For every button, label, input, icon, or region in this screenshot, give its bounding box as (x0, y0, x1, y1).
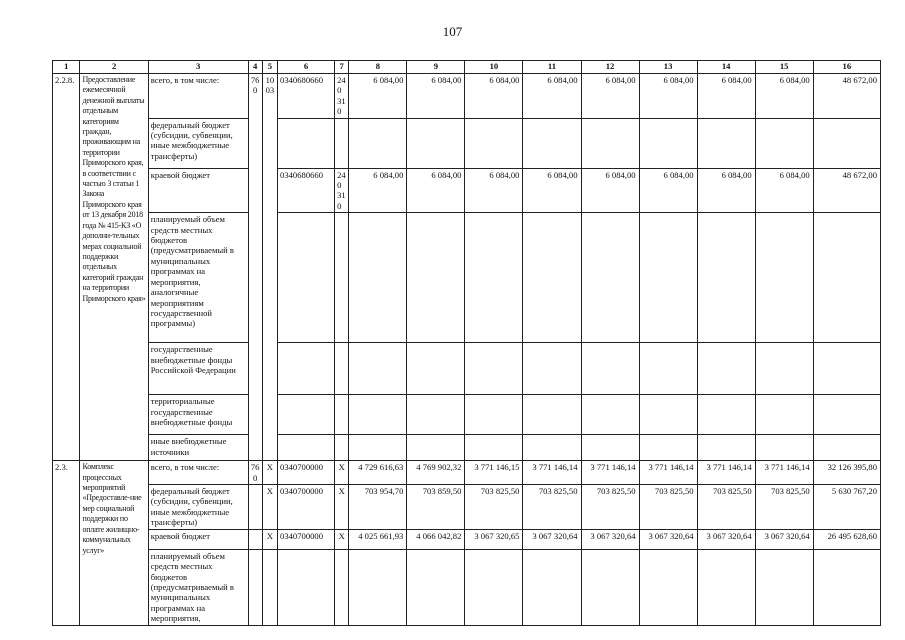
value-cell (523, 435, 581, 461)
value-cell: 3 771 146,14 (581, 461, 639, 485)
header-cell: 7 (335, 61, 349, 74)
value-cell (755, 343, 813, 395)
value-cell: 703 954,70 (349, 485, 407, 530)
item-title: Предоставление ежемесячной денежной выплаты отдельным категориям граждан, проживающим на территории Приморского края, в соответствии с частью 3 статьи 1 Закона Приморского края от 13 декабря 2018 года № 415-КЗ «О дополни-тельных мерах социальной поддержки отдельных категорий граждан на территории Приморского края» (80, 74, 148, 461)
value-cell (755, 395, 813, 435)
value-cell: 6 084,00 (581, 74, 639, 119)
value-cell: 6 084,00 (407, 168, 465, 213)
header-cell: 11 (523, 61, 581, 74)
value-cell: 703 825,50 (523, 485, 581, 530)
funding-source: государственные внебюджетные фонды Российской Федерации (148, 343, 248, 395)
value-cell (349, 395, 407, 435)
cell-col7 (335, 118, 349, 168)
value-cell (755, 213, 813, 343)
cell-col7 (335, 213, 349, 343)
value-cell (523, 549, 581, 625)
value-cell (407, 549, 465, 625)
table-row (53, 485, 881, 530)
value-cell (465, 118, 523, 168)
cell-col6: 0340700000 (278, 461, 335, 485)
cell-col7: X (335, 529, 349, 549)
total-cell (813, 549, 880, 625)
cell-col6 (278, 213, 335, 343)
table-row (53, 529, 881, 549)
table-row (53, 74, 881, 119)
total-cell (813, 213, 880, 343)
value-cell: 3 067 320,64 (523, 529, 581, 549)
cell-col6 (278, 118, 335, 168)
total-cell (813, 395, 880, 435)
value-cell: 6 084,00 (581, 168, 639, 213)
cell-col7 (335, 549, 349, 625)
value-cell: 3 771 146,15 (465, 461, 523, 485)
cell-col4: 760 (248, 461, 262, 485)
value-cell: 703 825,50 (465, 485, 523, 530)
value-cell (349, 213, 407, 343)
value-cell (349, 435, 407, 461)
total-cell: 32 126 395,80 (813, 461, 880, 485)
cell-col6: 0340680660 (278, 168, 335, 213)
table-row (53, 461, 881, 485)
total-cell (813, 435, 880, 461)
total-cell: 5 630 767,20 (813, 485, 880, 530)
header-cell: 13 (639, 61, 697, 74)
table-row (53, 435, 881, 461)
value-cell (581, 435, 639, 461)
value-cell: 3 771 146,14 (523, 461, 581, 485)
total-cell (813, 343, 880, 395)
header-cell: 12 (581, 61, 639, 74)
value-cell: 703 825,50 (639, 485, 697, 530)
value-cell (639, 118, 697, 168)
value-cell: 3 771 146,14 (697, 461, 755, 485)
header-cell: 10 (465, 61, 523, 74)
value-cell (407, 118, 465, 168)
value-cell (639, 213, 697, 343)
value-cell: 703 825,50 (755, 485, 813, 530)
value-cell (697, 435, 755, 461)
cell-col4 (248, 529, 262, 549)
value-cell: 4 066 042,82 (407, 529, 465, 549)
value-cell: 703 825,50 (581, 485, 639, 530)
table-row (53, 549, 881, 625)
funding-source: краевой бюджет (148, 529, 248, 549)
value-cell: 3 067 320,65 (465, 529, 523, 549)
header-cell: 4 (248, 61, 262, 74)
cell-col7 (335, 435, 349, 461)
funding-source: всего, в том числе: (148, 74, 248, 119)
value-cell: 6 084,00 (755, 168, 813, 213)
cell-col4 (248, 485, 262, 530)
funding-source: планируемый объем средств местных бюджетов (предусматриваемый в муниципальных программах на мероприятия, аналогичные мероприятиям государственной программы) (148, 213, 248, 343)
value-cell (755, 435, 813, 461)
cell-col5: X (262, 529, 277, 549)
cell-col4: 760 (248, 74, 262, 461)
cell-col5: 1003 (262, 74, 277, 461)
value-cell: 4 729 616,63 (349, 461, 407, 485)
cell-col6 (278, 549, 335, 625)
value-cell (639, 395, 697, 435)
cell-col7: X (335, 485, 349, 530)
value-cell (581, 213, 639, 343)
funding-source: планируемый объем средств местных бюджетов (предусматриваемый в муниципальных программах на мероприятия, (148, 549, 248, 625)
value-cell (465, 213, 523, 343)
value-cell (407, 395, 465, 435)
header-cell: 15 (755, 61, 813, 74)
cell-col6: 0340680660 (278, 74, 335, 119)
value-cell (581, 549, 639, 625)
header-cell: 2 (80, 61, 148, 74)
value-cell (639, 549, 697, 625)
value-cell: 4 025 661,93 (349, 529, 407, 549)
total-cell: 48 672,00 (813, 74, 880, 119)
value-cell: 3 771 146,14 (755, 461, 813, 485)
value-cell: 6 084,00 (523, 74, 581, 119)
value-cell: 3 067 320,64 (581, 529, 639, 549)
value-cell (407, 435, 465, 461)
value-cell: 3 067 320,64 (639, 529, 697, 549)
funding-source: иные внебюджетные источники (148, 435, 248, 461)
header-row (53, 61, 881, 74)
total-cell: 26 495 628,60 (813, 529, 880, 549)
value-cell (349, 118, 407, 168)
value-cell (523, 343, 581, 395)
item-code: 2.3. (53, 461, 80, 625)
cell-col7: 240 310 (335, 74, 349, 119)
value-cell: 4 769 902,32 (407, 461, 465, 485)
value-cell (581, 343, 639, 395)
value-cell (465, 435, 523, 461)
cell-col5 (262, 549, 277, 625)
funding-source: всего, в том числе: (148, 461, 248, 485)
value-cell: 6 084,00 (697, 168, 755, 213)
value-cell (639, 435, 697, 461)
value-cell (581, 118, 639, 168)
value-cell: 6 084,00 (523, 168, 581, 213)
value-cell: 6 084,00 (755, 74, 813, 119)
value-cell: 6 084,00 (349, 168, 407, 213)
cell-col5: X (262, 485, 277, 530)
cell-col7: 240 310 (335, 168, 349, 213)
table-row (53, 118, 881, 168)
value-cell: 3 771 146,14 (639, 461, 697, 485)
value-cell (697, 343, 755, 395)
cell-col6 (278, 435, 335, 461)
value-cell (407, 213, 465, 343)
cell-col4 (248, 549, 262, 625)
header-cell: 14 (697, 61, 755, 74)
cell-col7: X (335, 461, 349, 485)
value-cell (581, 395, 639, 435)
cell-col7 (335, 343, 349, 395)
budget-table (52, 60, 881, 626)
value-cell: 6 084,00 (697, 74, 755, 119)
value-cell (755, 549, 813, 625)
value-cell (697, 213, 755, 343)
funding-source: территориальные государственные внебюджетные фонды (148, 395, 248, 435)
value-cell (349, 343, 407, 395)
value-cell: 3 067 320,64 (755, 529, 813, 549)
header-cell: 8 (349, 61, 407, 74)
value-cell: 6 084,00 (465, 74, 523, 119)
table-row (53, 213, 881, 343)
cell-col5: X (262, 461, 277, 485)
header-cell: 16 (813, 61, 880, 74)
value-cell (523, 213, 581, 343)
value-cell (639, 343, 697, 395)
table-row (53, 395, 881, 435)
item-code: 2.2.8. (53, 74, 80, 461)
funding-source: федеральный бюджет (субсидии, субвенции, иные межбюджетные трансферты) (148, 485, 248, 530)
value-cell (697, 395, 755, 435)
value-cell: 6 084,00 (407, 74, 465, 119)
value-cell (697, 118, 755, 168)
total-cell: 48 672,00 (813, 168, 880, 213)
value-cell: 6 084,00 (639, 74, 697, 119)
value-cell (407, 343, 465, 395)
page-number: 107 (442, 24, 463, 39)
value-cell (523, 118, 581, 168)
value-cell (349, 549, 407, 625)
value-cell (755, 118, 813, 168)
header-cell: 1 (53, 61, 80, 74)
value-cell: 6 084,00 (465, 168, 523, 213)
funding-source: федеральный бюджет (субсидии, субвенции, иные межбюджетные трансферты) (148, 118, 248, 168)
value-cell (465, 549, 523, 625)
header-cell: 6 (278, 61, 335, 74)
table-row (53, 168, 881, 213)
header-cell: 5 (262, 61, 277, 74)
value-cell: 703 825,50 (697, 485, 755, 530)
value-cell: 6 084,00 (639, 168, 697, 213)
value-cell: 703 859,50 (407, 485, 465, 530)
value-cell (523, 395, 581, 435)
header-cell: 3 (148, 61, 248, 74)
cell-col6: 0340700000 (278, 529, 335, 549)
cell-col6 (278, 343, 335, 395)
cell-col6: 0340700000 (278, 485, 335, 530)
value-cell: 6 084,00 (349, 74, 407, 119)
funding-source: краевой бюджет (148, 168, 248, 213)
cell-col7 (335, 395, 349, 435)
value-cell: 3 067 320,64 (697, 529, 755, 549)
cell-col6 (278, 395, 335, 435)
table-row (53, 343, 881, 395)
value-cell (697, 549, 755, 625)
header-cell: 9 (407, 61, 465, 74)
total-cell (813, 118, 880, 168)
item-title: Комплекс процессных мероприятий «Предоставле-ние мер социальной поддержки по оплате жилищно-коммунальных услуг» (80, 461, 148, 625)
value-cell (465, 395, 523, 435)
value-cell (465, 343, 523, 395)
